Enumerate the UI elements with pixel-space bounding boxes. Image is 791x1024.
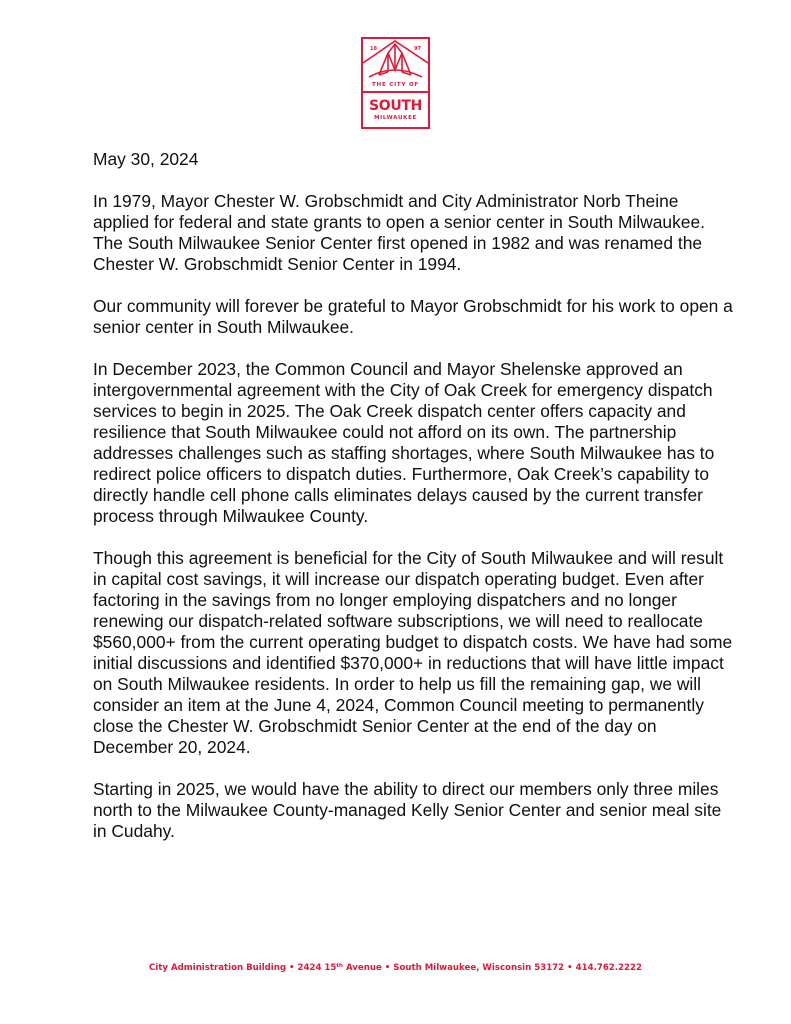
logo-year-left: 18 (370, 46, 377, 52)
footer-city-state-zip: South Milwaukee, Wisconsin 53172 (393, 963, 565, 973)
letter-body (93, 149, 733, 863)
paragraph-budget: Though this agreement is beneficial for the City of South Milwaukee and will result in capital cost savings, it will increase our dispatch operating budget. Even after factoring in the savings from no longer employing dispatchers and no longer renewing our dispatch-related software subscriptions, we will need to reallocate $560,000+ from the current operating budget to dispatch costs. We have had some initial discussions and identified $370,000+ in reductions that will have little impact on South Milwaukee residents. In order to help us fill the remaining gap, we will consider an item at the June 4, 2024, Common Council meeting to permanently close the Chester W. Grobschmidt Senior Center at the end of the day on December 20, 2024. (93, 548, 733, 757)
footer-separator: • (289, 963, 295, 973)
logo-year-right: 97 (414, 46, 421, 52)
footer-street-number: 2424 15 (297, 963, 337, 973)
footer-phone: 414.762.2222 (575, 963, 642, 973)
paragraph-dispatch-agreement: In December 2023, the Common Council and Mayor Shelenske approved an intergovernmental agreement with the City of Oak Creek for emergency dispatch services to begin in 2025. The Oak Creek dispatch center offers capacity and resilience that South Milwaukee could not afford on its own. The partnership addresses challenges such as staffing shortages, where South Milwaukee has to redirect police officers to dispatch duties. Furthermore, Oak Creek’s capability to directly handle cell phone calls eliminates delays caused by the current transfer process through Milwaukee County. (93, 359, 715, 526)
logo-bridge-panel (363, 39, 428, 91)
footer-street-name: Avenue (345, 963, 382, 973)
paragraph-alternative-center: Starting in 2025, we would have the ability to direct our members only three miles north to the Milwaukee County-managed Kelly Senior Center and senior meal site in Cudahy. (93, 779, 722, 841)
footer-street-suffix: th (336, 963, 343, 969)
paragraph-history: In 1979, Mayor Chester W. Grobschmidt and City Administrator Norb Theine applied for federal and state grants to open a senior center in South Milwaukee. The South Milwaukee Senior Center first opened in 1982 and was renamed the Chester W. Grobschmidt Senior Center in 1994. (93, 191, 705, 274)
city-logo (361, 37, 430, 129)
paragraph-gratitude: Our community will forever be grateful to Mayor Grobschmidt for his work to open a senior center in South Milwaukee. (93, 296, 733, 337)
footer-separator: • (567, 963, 573, 973)
logo-city-of-text: THE CITY OF (372, 82, 419, 88)
logo-divider (363, 91, 428, 93)
footer-separator: • (384, 963, 391, 973)
letter-date: May 30, 2024 (93, 149, 199, 169)
footer-building: City Administration Building (149, 963, 287, 973)
logo-milwaukee-text: MILWAUKEE (373, 115, 418, 121)
bridge-icon (363, 39, 428, 84)
letterhead-footer (0, 963, 791, 973)
logo-south-text: SOUTH (368, 98, 423, 114)
